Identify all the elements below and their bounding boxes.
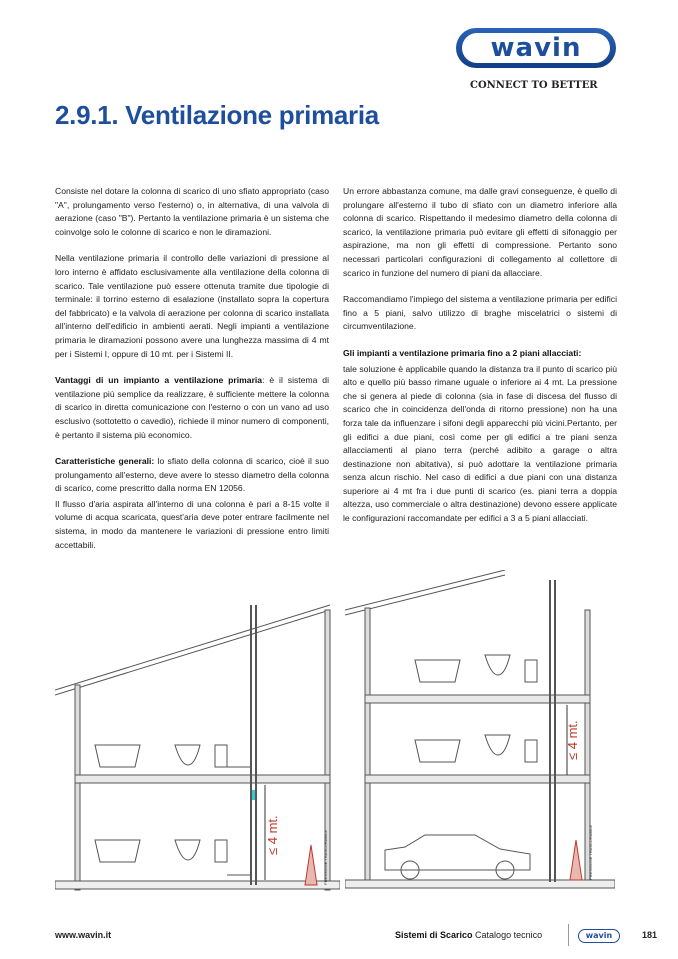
dimension-label: ≤ 4 mt.: [565, 720, 580, 760]
dimension-label: ≤ 4 mt.: [265, 815, 280, 855]
footer-catalog-title: Sistemi di Scarico Catalogo tecnico: [395, 930, 543, 940]
paragraph: Il flusso d'aria aspirata all'interno di una colonna è pari a 8-15 volte il volume di acqua scaricata, quest'aria deve poter entrare facilmente nel sistema, in modo da mantenere le variazioni di pressione entro limiti accettabili.: [55, 498, 329, 550]
section-heading: Gli impianti a ventilazione primaria fino a 2 piani allacciati:: [343, 347, 582, 358]
pressure-label: PRESSIONE TRASCURABILE: [588, 824, 593, 880]
paragraph: Caratteristiche generali: lo sfiato della colonna di scarico, cioè il suo prolungamento all'esterno, deve avere lo stesso diametro della colonna di scarico, come prescritto dalla norma EN 12056.: [55, 456, 329, 494]
page-title: 2.9.1. Ventilazione primaria: [55, 100, 379, 130]
paragraph: Raccomandiamo l'impiego del sistema a ventilazione primaria per edifici fino a 5 piani, salvo utilizzo di braghe miscelatrici o sistemi di circumventilazione.: [343, 294, 617, 332]
diagram-two-floor-house: [55, 585, 340, 895]
right-column: [343, 185, 617, 539]
tagline: CONNECT TO BETTER: [470, 80, 598, 91]
paragraph: Consiste nel dotare la colonna di scarico di uno sfiato appropriato (caso "A", prolungamento verso l'esterno) o, in alternativa, di una valvola di aerazione (caso "B"). Pertanto la ventilazione primaria è un sistema che coinvolge solo le colonne di scarico e non le diramazioni.: [55, 186, 329, 237]
footer-website[interactable]: www.wavin.it: [55, 930, 112, 940]
paragraph: Vantaggi di un impianto a ventilazione primaria: è il sistema di ventilazione più semplice da realizzare, è sufficiente mettere la colonna di scarico in diretta comunicazione con l'esterno o con un vano ad uso esclusivo (sottotetto o cavedio), richiede il minor numero di componenti, è pertanto il sistema più economico.: [55, 375, 329, 440]
footer-wavin-logo: wavin: [578, 929, 620, 943]
paragraph: Un errore abbastanza comune, ma dalle gravi conseguenze, è quello di prolungare all'esterno il tubo di sfiato con un diametro inferiore alla colonna di scarico. Rispettando il medesimo diametro della colonna di scarico, la ventilazione primaria può evitare gli effetti di sifonaggio per aspirazione, ma non gli effetti di compressione. Pertanto sono necessari particolari configurazioni di collegamento al collettore di scarico in funzione del numero di piani da allacciare.: [343, 186, 617, 278]
diagram-three-floor-house: [345, 570, 615, 895]
page-number: 181: [642, 930, 658, 940]
left-column: [55, 185, 329, 565]
paragraph: tale soluzione è applicabile quando la distanza tra il punto di scarico più alto e quello più basso rimane uguale o inferiore ai 4 mt. La pressione che si genera al piede di colonna (sia in fase di discesa del flusso di scarico che in coincidenza dell'onda di ritorno pressione) non ha una forza tale da influenzare i sifoni degli apparecchi più vicini.Pertanto, per gli edifici a due piani, così come per gli edifici a tre piani senza allacciamenti al piano terra (perché adibito a garage o altra destinazione non abitativa), si può adottare la ventilazione primaria senza alcun rischio. Nel caso di edifici a due piani con una distanza superiore ai 4 mt fra i due punti di scarico (es. piani terra a doppia altezza, uso commerciale o altra destinazione) devono essere applicate le configurazioni raccomandate per edifici a 3 a 5 piani allacciati.: [343, 363, 617, 524]
footer-divider: [568, 924, 569, 946]
wavin-logo: wavin: [456, 28, 616, 68]
paragraph: Nella ventilazione primaria il controllo delle variazioni di pressione al loro interno è affidato esclusivamente alla ventilazione della colonna di scarico. Tale ventilazione può essere ottenuta tramite due tipologie di terminale: il torrino esterno di esalazione (installato sopra la copertura del fabbricato) e la valvola di aerazione per colonna di scarico installata all'interno dell'edificio in ambienti aerati. Negli impianti a ventilazione primaria le diramazioni possono avere una lunghezza massima di 4 mt per i Sistemi I, oppure di 10 mt. per i Sistemi II.: [55, 253, 329, 359]
pressure-label: PRESSIONE TRASCURABILE: [323, 829, 328, 885]
